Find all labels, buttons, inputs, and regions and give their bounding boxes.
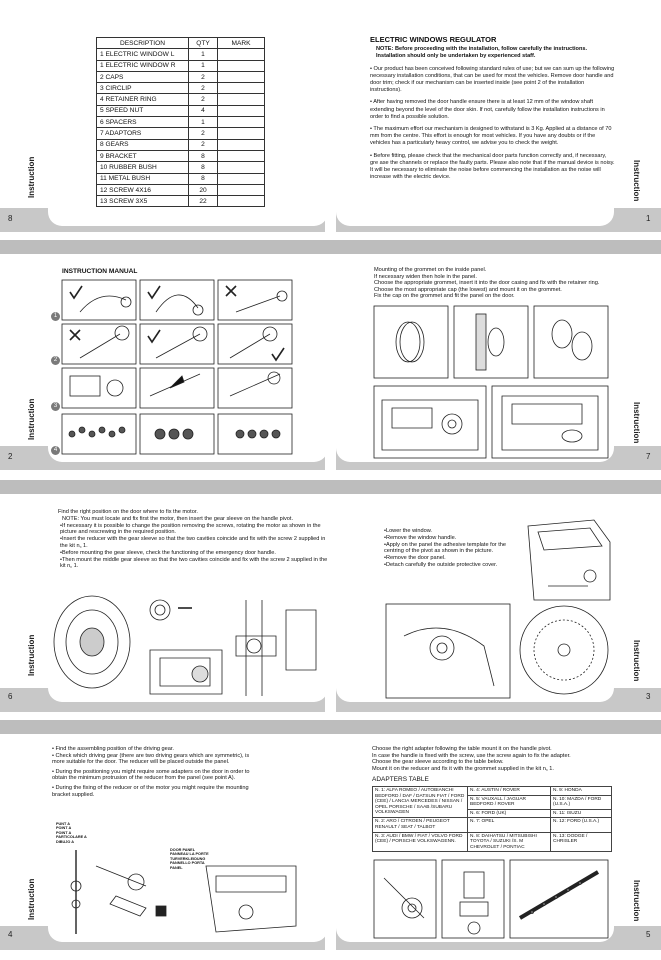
cell-qty: 8 [189, 173, 218, 184]
col-qty: QTY [189, 38, 218, 49]
table-row [97, 184, 265, 195]
cell-mark [218, 60, 265, 71]
cell: N. 5: VAUXALL / JAGUAR BEDFORD / ROVER [468, 795, 551, 809]
side-label: Instruction [27, 156, 36, 198]
cell-desc: 10 RUBBER BUSH [97, 162, 189, 173]
cell-mark [218, 83, 265, 94]
bullet-line: •Remove the window handle. [384, 534, 457, 541]
bullet-paragraph: • After having removed the door handle ensure there is at least 12 mm of the window shaft extending beyond the level of the door skin. If not, carefully follow the installation instructions in order to find a possible solution. [370, 99, 605, 120]
side-label: Instruction [632, 402, 641, 444]
page-1-text [370, 36, 615, 186]
door-panel-illustrations [384, 516, 616, 700]
table-row [97, 94, 265, 105]
step-number: 3 [51, 402, 60, 411]
side-label: Instruction [632, 160, 641, 202]
page-4-text [52, 746, 262, 798]
cell-qty: 8 [189, 162, 218, 173]
side-label: Instruction [632, 640, 641, 682]
label-line: PARTICOLARE A [56, 835, 87, 840]
cell-qty: 2 [189, 94, 218, 105]
cell-qty: 1 [189, 49, 218, 60]
page-number: 8 [8, 214, 13, 223]
cell-mark [218, 196, 265, 207]
cell-mark [218, 128, 265, 139]
text-line: Choose the right adapter following the table mount it on the handle pivot. [372, 746, 552, 752]
cell-mark [218, 94, 265, 105]
side-label: Instruction [27, 398, 36, 440]
cell-qty: 1 [189, 117, 218, 128]
note: NOTE: Before proceeding with the installation, follow carefully the instructions. Installation should only be undertaken by experienced staff. [376, 46, 588, 60]
bullet-line: •Detach carefully the outside protective cover. [384, 561, 498, 568]
bullet-line: • Find the assembling position of the driving gear. [52, 746, 174, 752]
text-line: Choose the gear sleeve according to the table below. [372, 759, 504, 766]
manual-illustrations [60, 278, 300, 462]
cell-qty: 4 [189, 105, 218, 116]
label-line: TURVERKLEIDUNG [170, 856, 206, 861]
cell-mark [218, 139, 265, 150]
page-7-text [374, 267, 614, 300]
bullet-line: • During the positioning you might require some adapters on the door in order to obtain the minimum protrusion of the reducer from the panel (see point A). [52, 768, 250, 782]
cell-desc: 12 SCREW 4X16 [97, 184, 189, 195]
label-line: DOOR PANEL [170, 848, 196, 852]
cell-desc: 6 SPACERS [97, 117, 189, 128]
text-line: Mounting of the grommet on the inside panel. [374, 267, 487, 273]
step-number: 2 [51, 356, 60, 365]
cell: N. 10: MAZDA / FORD (U.S.A.) [551, 795, 612, 809]
page-number: 6 [8, 692, 13, 701]
table-row [97, 162, 265, 173]
side-label: Instruction [27, 634, 36, 676]
table-row [97, 150, 265, 161]
cell: N. 1: ALFA ROMEO / AUTOBIANCHI BEDFORD / DAF / DATSUN FIAT / FORD (CEE) / LANCIA MERCEDES / NISSAN / OPEL PORSCHE / SAAB /SUBARU VOLKSWAGEN [373, 787, 468, 818]
text-line: Mount it on the reducer and fix it with the grommet supplied in the kit n„ 1. [372, 765, 554, 772]
table-row [97, 128, 265, 139]
label-line: DIBUJO A [56, 839, 75, 844]
grommet-illustrations [372, 304, 612, 460]
cell-qty: 20 [189, 184, 218, 195]
col-description: DESCRIPTION [97, 38, 189, 49]
adapters-title: ADAPTERS TABLE [372, 776, 429, 783]
separator-band [0, 720, 661, 734]
bullet-line: •Lower the window. [384, 528, 432, 534]
label-line: POINT A [56, 830, 72, 835]
cell-desc: 3 CIRCLIP [97, 83, 189, 94]
label-line: PANEL [170, 865, 183, 870]
page-title: ELECTRIC WINDOWS REGULATOR [370, 35, 497, 44]
side-label: Instruction [632, 880, 641, 922]
separator-band [0, 240, 661, 254]
point-a-label [56, 822, 87, 844]
cell-mark [218, 184, 265, 195]
cell-qty: 2 [189, 83, 218, 94]
cell-mark [218, 117, 265, 128]
bullet-paragraph: • Our product has been conceived following standard rules of use; but we can sum up the following necessary installation conditions, that can be used for most the vehicles. Remove door handle and door trim; check if our mechanism can be inserted inside (see point 2 of the installation instructions). [370, 65, 615, 94]
table-row [97, 196, 265, 207]
cell-qty: 2 [189, 71, 218, 82]
table-row [97, 60, 265, 71]
cell-desc: 1 ELECTRIC WINDOW R [97, 60, 189, 71]
manual-title: INSTRUCTION MANUAL [62, 268, 138, 275]
step-number: 4 [51, 446, 60, 455]
cell-mark [218, 173, 265, 184]
text-line: Choose the appropriate grommet, insert it into the door casing and fix with the retainer ring. [374, 280, 600, 287]
bullet-paragraph: • The maximum effort our mechanism is designed to withstand is 3 Kg. Applied at a distance of 70 mm from the centre. This effort is enough for most vehicles. If you have any doubts or if the vehicles has a particularly heavy control, we advise you to check the weight. [370, 126, 612, 147]
cell-desc: 11 METAL BUSH [97, 173, 189, 184]
separator-band [0, 480, 661, 494]
cell-mark [218, 162, 265, 173]
label-line: POINT A [56, 826, 72, 831]
table-row [97, 49, 265, 60]
cell-qty: 8 [189, 150, 218, 161]
table-row [373, 787, 612, 796]
table-row [373, 818, 612, 832]
cell-mark [218, 105, 265, 116]
bullet-paragraph: • Before fitting, please check that the mechanical door parts function correctly and, if necessary, gre ase the channels or replace the faulty parts. Please also note that if the manual device is noisy. It will be necessary to eliminate the noise before commencing the installation as the noise will increase with the electric device. [370, 152, 615, 181]
cell-qty: 22 [189, 196, 218, 207]
bullet-line: •If necessary it is possible to change the position removing the screws, rotating the motor as shown in the picture and rescrewing in the required position. [60, 522, 321, 536]
table-row [373, 832, 612, 852]
cell: N. 4: AUSTIN / ROVER [468, 787, 551, 796]
step-number: 1 [51, 312, 60, 321]
cell: N. 12: FORD (U.S.A.) [551, 818, 612, 832]
adapters-table [372, 786, 612, 852]
text-line: In case the handle is fixed with the screw, use the screw again to fix the adapter. [372, 752, 571, 759]
cell-qty: 1 [189, 60, 218, 71]
bullet-line: • During the fixing of the reducer or of the motor you might require the mounting bracket supplied. [52, 784, 249, 798]
cell-mark [218, 150, 265, 161]
cell-qty: 2 [189, 139, 218, 150]
col-mark: MARK [218, 38, 265, 49]
cell: N. 7: OPEL [468, 818, 551, 832]
bullet-line: • Check which driving gear (there are two driving gears which are symmetric), is more suitable for the door. The reducer will be placed outside the panel. [52, 752, 250, 766]
page-number: 3 [646, 692, 651, 701]
table-row [97, 139, 265, 150]
cell-desc: 9 BRACKET [97, 150, 189, 161]
table-row [97, 105, 265, 116]
bullet-line: •Apply on the panel the adhesive template for the centring of the pivot as shown in the picture. [384, 541, 506, 555]
table-row [97, 117, 265, 128]
cell-desc: 8 GEARS [97, 139, 189, 150]
text-line: Choose the most appropriate cap (the lowest) and mount it on the grommet. [374, 286, 562, 293]
page-number: 2 [8, 452, 13, 461]
driving-gear-illustration [56, 846, 306, 938]
cell: N. 8: DAIHATSU / MITSUBISHI TOYOTA / SUZUKI /S. M CHEVROLET / PONTIAC [468, 832, 551, 852]
parts-table [96, 37, 265, 207]
cell-desc: 7 ADAPTORS [97, 128, 189, 139]
bullet-line: NOTE: You must locate and fix first the motor, then insert the gear sleeve on the handle pivot. [62, 515, 294, 522]
text-line: If necessary widen then hole in the panel. [374, 273, 477, 280]
cell-mark [218, 71, 265, 82]
cell: N. 6: FORD (UK) [468, 809, 551, 818]
page-6-text [58, 509, 328, 570]
motor-illustrations [50, 580, 326, 700]
cell: N. 13: DODGE / CHRISLER [551, 832, 612, 852]
label-line: PUNT A [56, 822, 70, 826]
cell-mark [218, 49, 265, 60]
page-5-text [372, 746, 632, 772]
cell-desc: 4 RETAINER RING [97, 94, 189, 105]
intro-line: Find the right position on the door where to fix the motor. [58, 509, 198, 515]
cell: N. 3: AUDI / BMW / FIAT / VOLVO FORD (CEE) / PORSCHE VOLKSWAGENN. [373, 832, 468, 852]
page-number: 5 [646, 930, 651, 939]
page-number: 7 [646, 452, 651, 461]
cell: N. 11: ISUZU [551, 809, 612, 818]
side-label: Instruction [27, 878, 36, 920]
label-line: PANNEAU LA PORTE [170, 852, 209, 857]
cell-desc: 13 SCREW 3X5 [97, 196, 189, 207]
cell-desc: 5 SPEED NUT [97, 105, 189, 116]
cell: N. 9: HONDA [551, 787, 612, 796]
bullet-line: •Then mount the middle gear sleeve so that the two cavities coincide and fix with the screw 2 supplied in the kit n„ 1. [60, 556, 328, 570]
bullet-line: •Before mounting the gear sleeve, check the functioning of the emergency door handle. [60, 549, 276, 556]
table-row [97, 71, 265, 82]
cell-desc: 2 CAPS [97, 71, 189, 82]
page-number: 1 [646, 214, 651, 223]
cell: N. 2: ARO / CITROEN / PEUGEOT RENAULT / SEAT / TALBOT [373, 818, 468, 832]
cell-desc: 1 ELECTRIC WINDOW L [97, 49, 189, 60]
table-row [97, 173, 265, 184]
page-number: 4 [8, 930, 13, 939]
bullet-line: •Remove the door panel. [384, 555, 446, 562]
adapter-illustrations [372, 858, 612, 940]
bullet-line: •Insert the reducer with the gear sleeve so that the two cavities coincide and fix with the screw 2 supplied in the kit n„ 1. [60, 536, 326, 549]
table-row [97, 83, 265, 94]
cell-qty: 2 [189, 128, 218, 139]
label-line: PANNELLO PORTA [170, 861, 205, 866]
text-line: Fix the cap on the grommet and fit the panel on the door. [374, 293, 515, 300]
